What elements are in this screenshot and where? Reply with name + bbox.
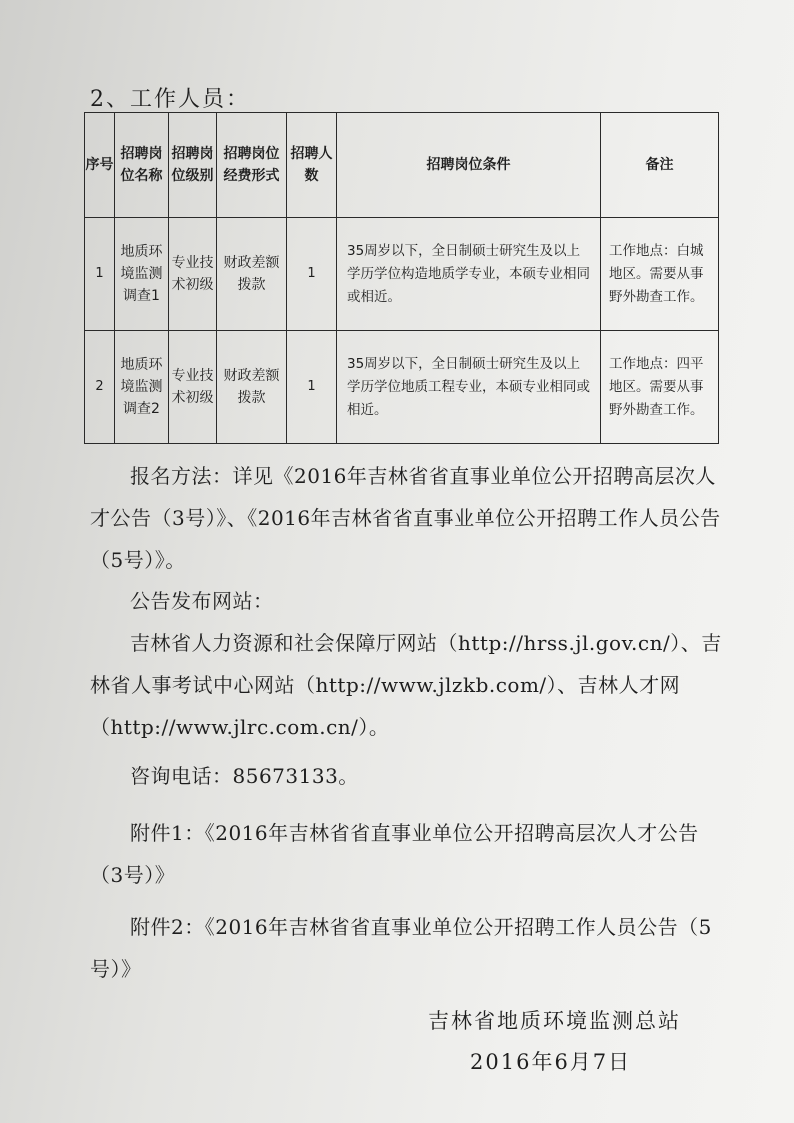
section-title: 2、工作人员： bbox=[90, 87, 250, 112]
website-label: 公告发布网站： bbox=[130, 589, 274, 613]
cell-seq: 2 bbox=[85, 331, 115, 444]
cell-conditions: 35周岁以下，全日制硕士研究生及以上学历学位地质工程专业，本硕专业相同或相近。 bbox=[337, 331, 601, 444]
header-count: 招聘人数 bbox=[287, 113, 337, 218]
cell-note: 工作地点：白城地区。需要从事野外勘查工作。 bbox=[601, 218, 719, 331]
cell-seq: 1 bbox=[85, 218, 115, 331]
header-level: 招聘岗位级别 bbox=[169, 113, 217, 218]
header-funding: 招聘岗位经费形式 bbox=[217, 113, 287, 218]
registration-method: 报名方法：详见《2016年吉林省省直事业单位公开招聘高层次人才公告（3号）》、《2016年吉林省省直事业单位公开招聘工作人员公告（5号）》。 bbox=[90, 464, 721, 572]
cell-count: 1 bbox=[287, 331, 337, 444]
table-row bbox=[85, 331, 719, 444]
cell-note: 工作地点：四平地区。需要从事野外勘查工作。 bbox=[601, 331, 719, 444]
recruitment-table bbox=[84, 112, 719, 444]
signature-date: 2016年6月7日 bbox=[470, 1050, 632, 1074]
attachment-2: 附件2：《2016年吉林省省直事业单位公开招聘工作人员公告（5号）》 bbox=[90, 915, 712, 981]
cell-count: 1 bbox=[287, 218, 337, 331]
header-name: 招聘岗位名称 bbox=[115, 113, 169, 218]
cell-funding: 财政差额拨款 bbox=[217, 331, 287, 444]
attachment-1: 附件1：《2016年吉林省省直事业单位公开招聘高层次人才公告（3号）》 bbox=[90, 821, 699, 887]
cell-level: 专业技术初级 bbox=[169, 218, 217, 331]
cell-name: 地质环境监测调查2 bbox=[115, 331, 169, 444]
table-header-row bbox=[85, 113, 719, 218]
header-conditions: 招聘岗位条件 bbox=[337, 113, 601, 218]
header-note: 备注 bbox=[601, 113, 719, 218]
cell-funding: 财政差额拨款 bbox=[217, 218, 287, 331]
cell-conditions: 35周岁以下，全日制硕士研究生及以上学历学位构造地质学专业，本硕专业相同或相近。 bbox=[337, 218, 601, 331]
table-row bbox=[85, 218, 719, 331]
signature-organization: 吉林省地质环境监测总站 bbox=[428, 1009, 681, 1033]
cell-level: 专业技术初级 bbox=[169, 331, 217, 444]
website-list: 吉林省人力资源和社会保障厅网站（http://hrss.jl.gov.cn/）、吉林省人事考试中心网站（http://www.jlzkb.com/）、吉林人才网（http://www.jlrc.com.cn/）。 bbox=[90, 631, 722, 739]
consult-phone: 咨询电话：85673133。 bbox=[130, 764, 359, 788]
header-seq: 序号 bbox=[85, 113, 115, 218]
cell-name: 地质环境监测调查1 bbox=[115, 218, 169, 331]
